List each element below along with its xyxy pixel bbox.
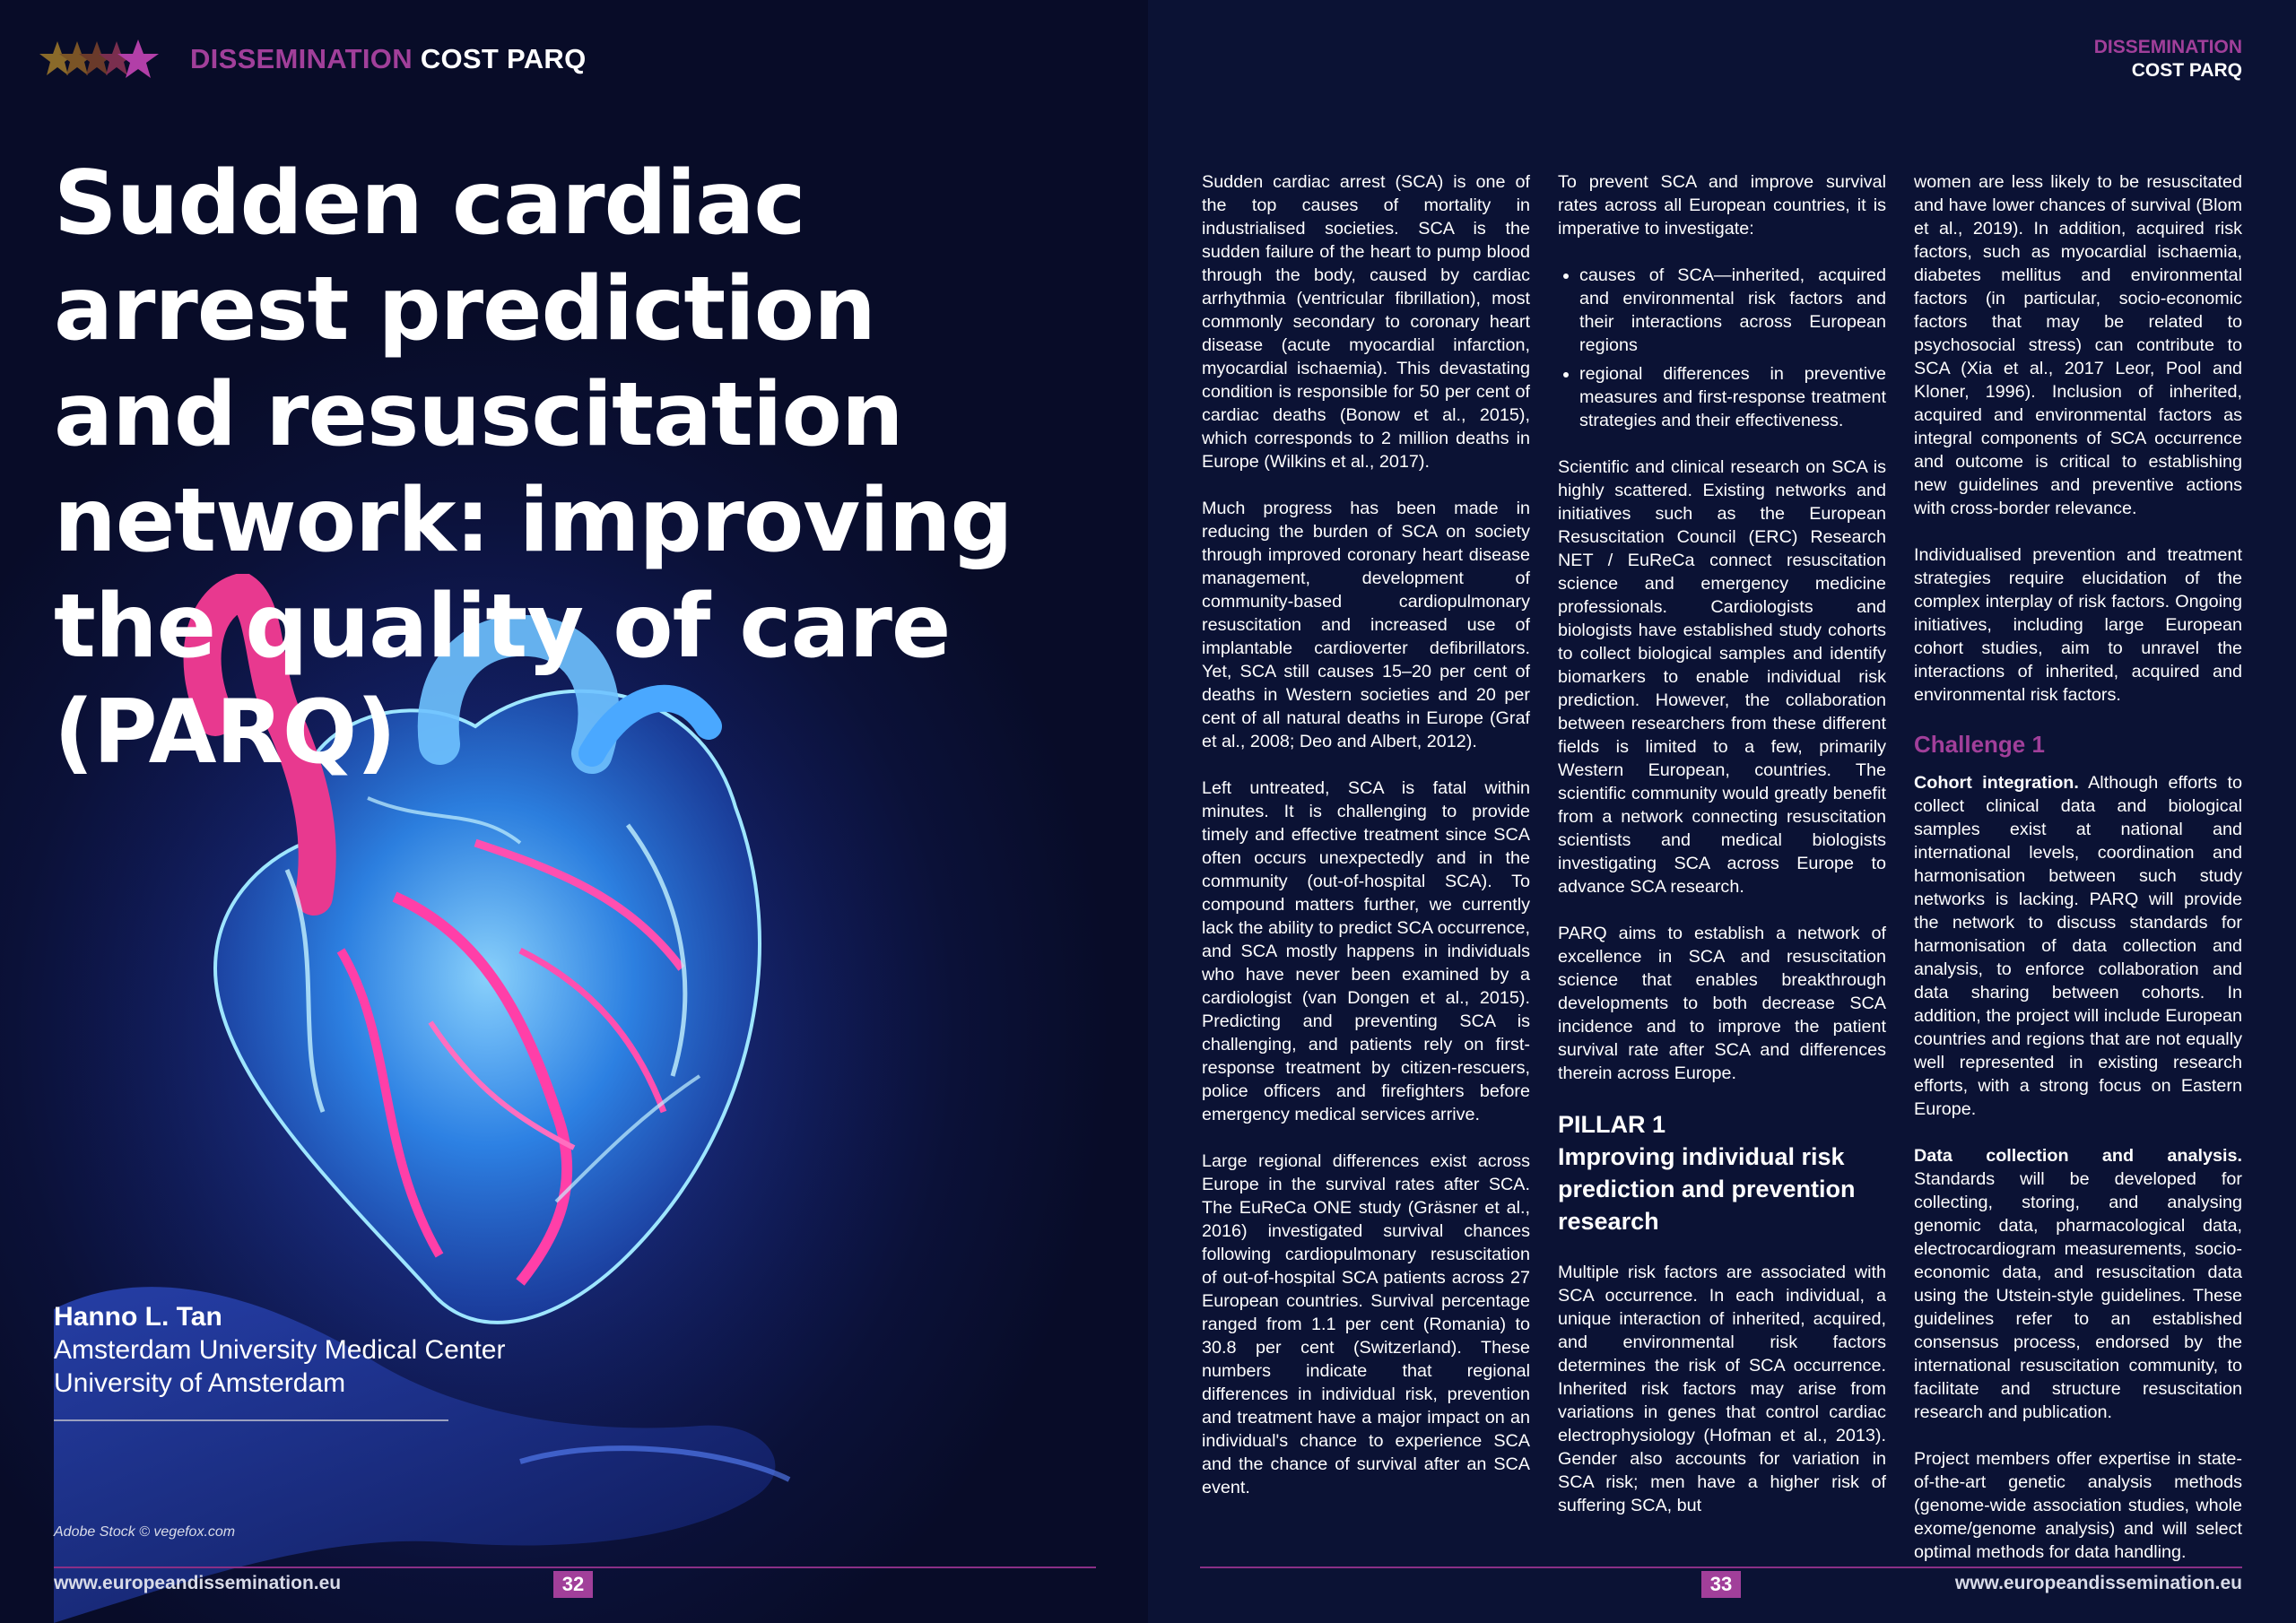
paragraph-lead: Data collection and analysis.: [1914, 1146, 2242, 1166]
header-dissemination-label: DISSEMINATION: [190, 43, 413, 74]
text-column-1: [1202, 170, 1530, 1523]
header-right-dissemination-label: DISSEMINATION: [2093, 37, 2242, 57]
paragraph: Left untreated, SCA is fatal within minutes. It is challenging to provide timely and effective treatment since SCA often occurs unexpectedly and in the community (out-of-hospital SCA). To compound matters further, we currently lack the ability to predict SCA occurrence, and SCA mostly happens in individuals who have never been examined by a cardiologist (van Dongen et al., 2015). Predicting and preventing SCA is challenging, and patients rely on first-response treatment by citizen-rescuers, police officers and firefighters before emergency medical services arrive.: [1202, 778, 1530, 1124]
footer-url-left[interactable]: www.europeandissemination.eu: [54, 1573, 342, 1593]
text-column-3: [1914, 170, 2242, 1587]
paragraph-text: Standards will be developed for collecting, storing, and analysing genomic data, pharmacological data, electrocardiogram measurements, socio-economic data, and resuscitation data using the Utstein-style guidelines. These guidelines refer to an established consensus process, endorsed by the international resuscitation community, to facilitate and structure resuscitation research and publication.: [1914, 1169, 2242, 1422]
paragraph-text: Although efforts to collect clinical data and biological samples exist at national and international levels, coordination and harmonisation between such study networks is lacking. PARQ will provide the network to discuss standards for harmonisation of data collection and analysis, to enforce collaboration and data sharing between cohorts. In addition, the project will include European countries and regions that are not equally well represented in existing research efforts, with a strong focus on Eastern Europe.: [1914, 773, 2242, 1119]
author-block: [54, 1300, 505, 1400]
author-divider: [54, 1419, 448, 1421]
header-cost-parq-label: COST PARQ: [420, 43, 587, 74]
paragraph: Scientific and clinical research on SCA is highly scattered. Existing networks and initiatives such as the European Resuscitation Council (ERC) Research NET / EuReCa connect resuscitation science and emergency medicine professionals. Cardiologists and biologists have established study cohorts to collect biological samples and identify biomarkers to enable individual risk prediction. However, the collaboration between researchers from these different fields is limited to a few, primarily Western European, countries. The scientific community would greatly benefit from a network connecting resuscitation scientists and medical biologists investigating SCA across Europe to advance SCA research.: [1558, 457, 1886, 897]
paragraph: Sudden cardiac arrest (SCA) is one of the top causes of mortality in industrialised societies. SCA is the sudden failure of the heart to pump blood through the body, caused by cardiac arrhythmia (ventricular fibrillation), most commonly secondary to coronary heart disease (acute myocardial infarction, myocardial ischaemia). This devastating condition is responsible for 50 per cent of cardiac deaths (Bonow et al., 2015), which corresponds to 2 million deaths in Europe (Wilkins et al., 2017).: [1202, 172, 1530, 472]
paragraph: [1914, 1144, 2242, 1424]
text-column-2: [1558, 170, 1886, 1541]
paragraph: Project members offer expertise in state-of-the-art genetic analysis methods (genome-wide association studies, whole exome/genome analysis) and will select optimal methods for data handling.: [1914, 1449, 2242, 1562]
paragraph: PARQ aims to establish a network of excellence in SCA and resuscitation science that enables breakthrough developments to both decrease SCA incidence and to improve the patient survival rate after SCA and differences therein across Europe.: [1558, 924, 1886, 1083]
paragraph: Multiple risk factors are associated with SCA occurrence. In each individual, a unique interaction of inherited, acquired, and environmental risk factors determines the risk of SCA occurrence. Inherited risk factors may arise from variations in genes that control cardiac electrophysiology (Hofman et al., 2013). Gender also accounts for variation in SCA risk; men have a higher risk of suffering SCA, but: [1558, 1263, 1886, 1515]
running-header-right: [2094, 36, 2242, 82]
author-name: Hanno L. Tan: [54, 1302, 222, 1332]
list-item: • regional differences in preventive measures and first-response treatment strategies and their effectiveness.: [1579, 362, 1886, 432]
footer-rule-left: [54, 1567, 1096, 1568]
pillar-heading: [1558, 1108, 1886, 1237]
paragraph-lead: Cohort integration.: [1914, 773, 2079, 793]
running-header-left: [190, 43, 587, 75]
paragraph: [1914, 771, 2242, 1121]
pillar-label: PILLAR 1: [1558, 1111, 1666, 1138]
author-affiliation-2: University of Amsterdam: [54, 1368, 346, 1398]
author-affiliation-1: Amsterdam University Medical Center: [54, 1335, 506, 1365]
paragraph: To prevent SCA and improve survival rates across all European countries, it is imperative to investigate:: [1558, 172, 1886, 239]
list-item: • causes of SCA—inherited, acquired and environmental risk factors and their interactions across European regions: [1579, 264, 1886, 357]
pillar-title: Improving individual risk prediction and prevention research: [1558, 1143, 1856, 1235]
paragraph: Individualised prevention and treatment strategies require elucidation of the complex interplay of risk factors. Ongoing initiatives, including large European cohort studies, aim to unravel the interactions of inherited, acquired and environmental risk factors.: [1914, 545, 2242, 705]
image-credit: Adobe Stock © vegefox.com: [54, 1524, 236, 1540]
stars-logo-icon: [39, 38, 165, 81]
page-number-left: 32: [553, 1571, 593, 1598]
paragraph: women are less likely to be resuscitated and have lower chances of survival (Blom et al., 2019). In addition, acquired risk factors, such as myocardial ischaemia, diabetes mellitus and environmental factors (in particular, socio-economic factors that may be related to psychosocial stress) can contribute to SCA (Xia et al., 2017 Leor, Pool and Kloner, 1996). Inclusion of inherited, acquired and environmental factors as integral components of SCA occurrence and outcome is critical to establishing new guidelines and preventive actions with cross-border relevance.: [1914, 172, 2242, 518]
paragraph: Large regional differences exist across Europe in the survival rates after SCA. The EuReCa ONE study (Gräsner et al., 2016) investigated survival chances following cardiopulmonary resuscitation of out-of-hospital SCA patients across 27 European countries. Survival percentage ranged from 1.1 per cent (Romania) to 30.8 per cent (Switzerland). These numbers indicate that regional differences in individual risk, prevention and treatment have a major impact on an individual's chance to experience SCA and the chance of survival after an SCA event.: [1202, 1151, 1530, 1497]
bullet-list: [1558, 264, 1886, 432]
footer-url-right[interactable]: www.europeandissemination.eu: [1954, 1573, 2242, 1593]
article-title: Sudden cardiac arrest prediction and resuscitation network: improving the quality of care (PARQ): [54, 152, 1013, 784]
paragraph: Much progress has been made in reducing the burden of SCA on society through improved coronary heart disease management, development of community-based cardiopulmonary resuscitation and increased use of implantable cardioverter defibrillators. Yet, SCA still causes 15–20 per cent of deaths in Western societies and 20 per cent of all natural deaths in Europe (Graf et al., 2008; Deo and Albert, 2012).: [1202, 499, 1530, 751]
challenge-heading: Challenge 1: [1914, 731, 2045, 758]
header-right-cost-parq-label: COST PARQ: [2131, 60, 2242, 81]
page-number-right: 33: [1701, 1571, 1741, 1598]
